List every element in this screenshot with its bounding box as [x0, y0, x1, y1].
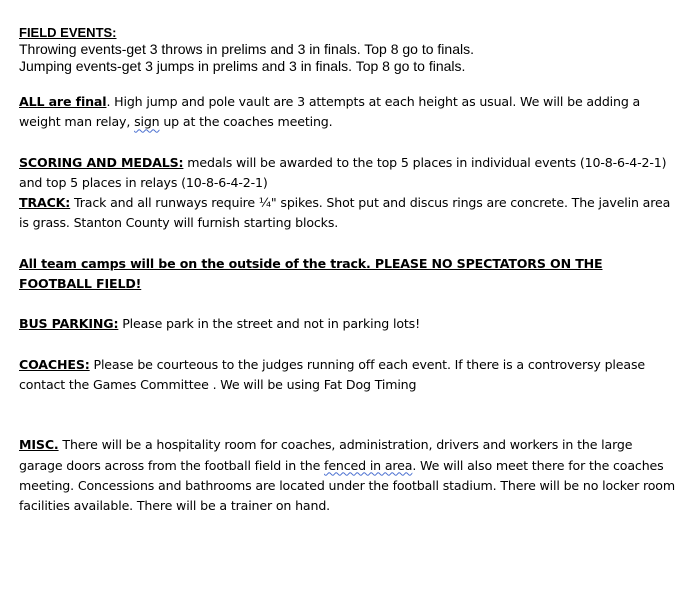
throwing-events-text: Throwing events-get 3 throws in prelims and 3 in finals. Top 8 go to finals. [19, 41, 474, 57]
track-text: Track and all runways require ¼" spikes. Shot put and discus rings are concrete. The javelin area is grass. Stanton County will furnish starting blocks. [19, 195, 671, 231]
bus-parking-text: Please park in the street and not in parking lots! [118, 316, 420, 332]
coaches-heading: COACHES: [19, 356, 90, 372]
misc-heading: MISC. [19, 437, 59, 453]
misc-text-end: . We will also meet there for the coaches meeting. Concessions and bathrooms are located under the football stadium. There will be no locker room facilities available. There will be a trainer on hand. [19, 457, 675, 514]
misc-text: There will be a hospitality room for coaches, administration, drivers and workers in the large garage doors across from the football field in the [19, 437, 633, 473]
scoring-text: medals will be awarded to the top 5 places in individual events (10-8-6-4-2-1) and top 5 places in relays (10-8-6-4-2-1) [19, 154, 667, 190]
field-events-heading: FIELD EVENTS: [19, 25, 117, 40]
all-final-text: . High jump and pole vault are 3 attempts at each height as usual. We will be adding a weight man relay, [19, 94, 641, 130]
field-events-section [19, 24, 679, 75]
misc-paragraph [19, 435, 679, 516]
bus-parking-paragraph [19, 314, 679, 334]
team-camps-text: All team camps will be on the outside of the track. PLEASE NO SPECTATORS ON THE FOOTBALL FIELD! [19, 255, 603, 292]
all-final-heading: ALL are final [19, 94, 107, 109]
spelling-flag-sign: sign [134, 114, 160, 130]
all-final-paragraph [19, 92, 679, 133]
coaches-paragraph [19, 355, 679, 396]
grammar-flag-fenced-in-area: fenced in area [324, 457, 413, 473]
track-heading: TRACK: [19, 195, 71, 211]
bus-parking-heading: BUS PARKING: [19, 316, 119, 332]
scoring-heading: SCORING AND MEDALS: [19, 154, 184, 170]
coaches-text: Please be courteous to the judges running off each event. If there is a controversy please contact the Games Committee . We will be using Fat Dog Timing [19, 356, 645, 392]
all-final-text-end: up at the coaches meeting. [159, 114, 333, 130]
scoring-paragraph [19, 153, 679, 194]
document-page [19, 24, 679, 516]
jumping-events-text: Jumping events-get 3 jumps in prelims and 3 in finals. Top 8 go to finals. [19, 58, 466, 74]
team-camps-paragraph [19, 254, 679, 295]
track-paragraph [19, 193, 679, 234]
